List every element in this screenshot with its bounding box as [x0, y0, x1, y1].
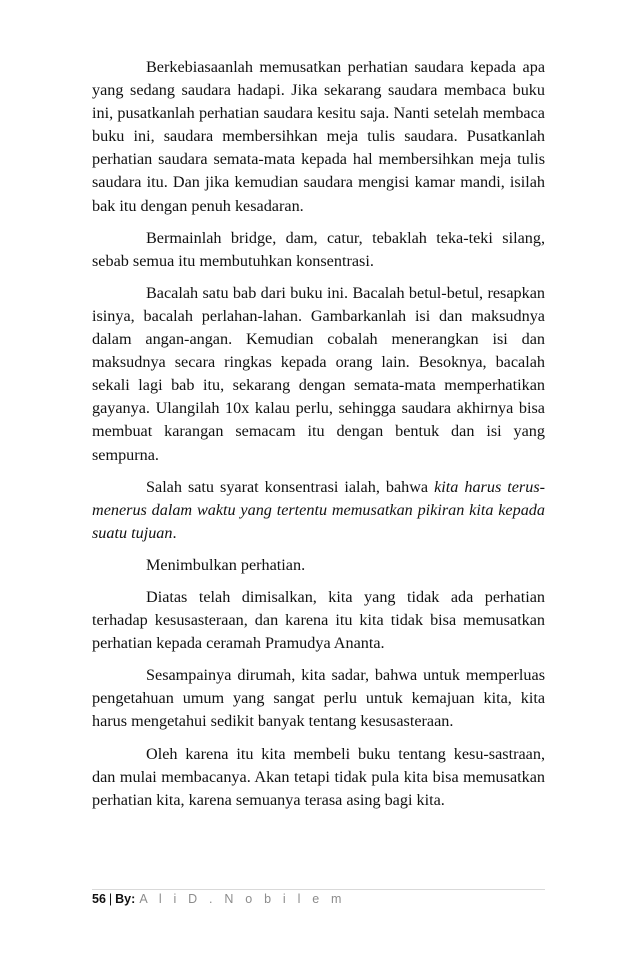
paragraph-4-suffix: .	[172, 523, 177, 542]
paragraph-4	[92, 476, 545, 545]
paragraph-4-italic: kita harus terus-menerus dalam waktu yang tertentu memusatkan pikiran kita kepada suatu tujuan	[92, 477, 546, 542]
footer-by-label: By:	[115, 892, 136, 906]
paragraph-5: Menimbulkan perhatian.	[146, 555, 306, 574]
page-footer	[92, 892, 346, 906]
page-body	[92, 56, 545, 821]
footer-divider	[92, 889, 545, 890]
paragraph-6: Diatas telah dimisalkan, kita yang tidak ada perhatian terhadap kesusasteraan, dan karena itu kita tidak bisa memusatkan perhatian kepada ceramah Pramudya Ananta.	[92, 587, 545, 653]
paragraph-4-prefix: Salah satu syarat konsentrasi ialah, bahwa	[146, 477, 435, 496]
paragraph-7: Sesampainya dirumah, kita sadar, bahwa untuk memperluas pengetahuan umum yang sangat perlu untuk kemajuan kita, kita harus mengetahui sedikit banyak tentang kesusasteraan.	[92, 666, 545, 731]
footer-separator: |	[108, 892, 113, 906]
page-number: 56	[92, 892, 106, 906]
paragraph-2: Bermainlah bridge, dam, catur, tebaklah teka-teki silang, sebab semua itu membutuhkan konsentrasi.	[92, 228, 545, 270]
paragraph-8: Oleh karena itu kita membeli buku tentang kesu-sastraan, dan mulai membacanya. Akan tetapi tidak pula kita bisa memusatkan perhatian kita, karena semuanya terasa asing bagi kita.	[92, 744, 545, 809]
footer-author: A l i D . N o b i l e m	[139, 892, 346, 906]
paragraph-1: Berkebiasaanlah memusatkan perhatian saudara kepada apa yang sedang saudara hadapi. Jika sekarang saudara membaca buku ini, pusatkanlah perhatian saudara kesitu saja. Nanti setelah membaca buku ini, saudara membersihkan meja tulis saudara. Pusatkanlah perhatian saudara semata-mata kepada hal membersihkan meja tulis saudara itu. Dan jika kemudian saudara mengisi kamar mandi, isilah bak itu dengan penuh kesadaran.	[92, 58, 545, 215]
paragraph-3: Bacalah satu bab dari buku ini. Bacalah betul-betul, resapkan isinya, bacalah perlahan-lahan. Gambarkanlah isi dan maksudnya dalam angan-angan. Kemudian cobalah menerangkan isi dan maksudnya secara ringkas kepada orang lain. Besoknya, bacalah sekali lagi bab itu, sekarang dengan semata-mata memperhatikan gayanya. Ulangilah 10x kalau perlu, sehingga saudara akhirnya bisa membuat karangan semacam itu dengan bentuk dan isi yang sempurna.	[92, 283, 545, 464]
